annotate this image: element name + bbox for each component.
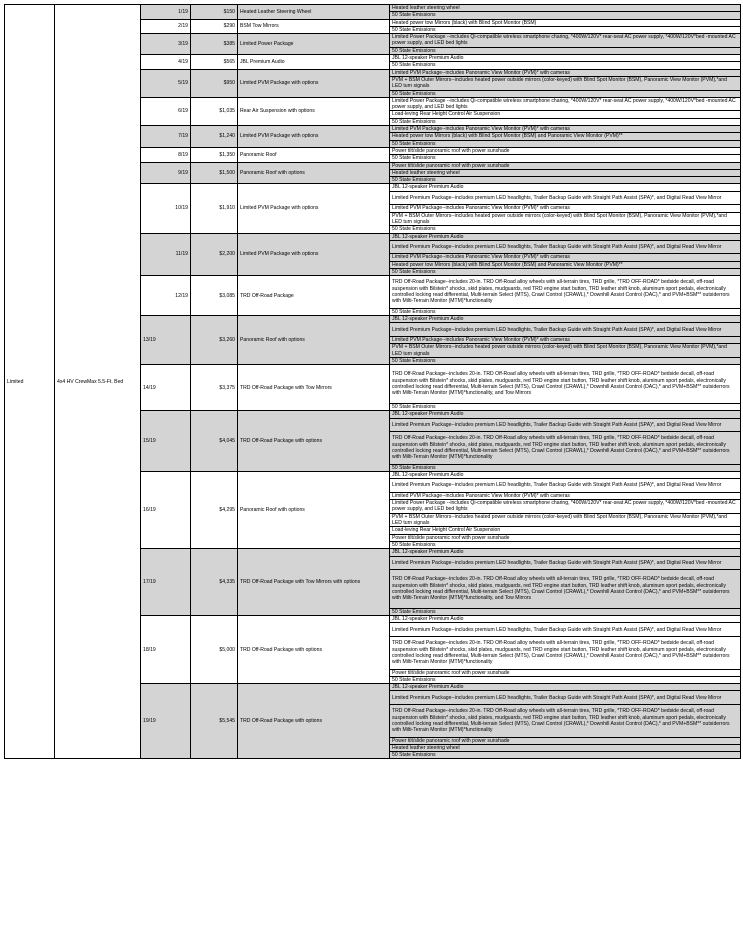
option-description: 50 State Emissions xyxy=(390,403,741,410)
grade-cell: Limited xyxy=(5,5,55,759)
option-name: TRD Off-Road Package with options xyxy=(238,684,390,759)
option-number: 18/19 xyxy=(141,616,191,684)
option-description: Limited Premium Package--includes premium LED headlights, Trailer Backup Guide with Straight Path Assist (SPA)*, and Digital Read View Mirror xyxy=(390,556,741,570)
option-name: TRD Off-Road Package xyxy=(238,276,390,316)
option-description: 50 State Emissions xyxy=(390,752,741,759)
option-description: Limited Premium Package--includes premium LED headlights, Trailer Backup Guide with Straight Path Assist (SPA)*, and Digital Read View Mirror xyxy=(390,623,741,637)
option-name: Limited Power Package xyxy=(238,34,390,55)
option-price: $950 xyxy=(191,69,238,97)
option-description: TRD Off-Road Package--includes 20-in. TRD Off-Road alloy wheels with all-terrain tires, TRD grille, *TRD OFF-ROAD* bedside decall, off-road suspension with Bilstein* shocks, skid plates, mudguards, red TRD engine start button, TRD leather shift knob, aluminum sport pedals, electronically controlled locking read differential, Multi-terrain Select (MTS), Crawl Control (CRAWL),* Downhill Assist Control (DAC),* and PVM+BSM** outsiderrors with Milti-Terrain Monitor (MTM)*functionality, and Tow Mirrors xyxy=(390,365,741,404)
option-description: JBL 12-speaker Premium Audio xyxy=(390,411,741,418)
option-description: Limited Premium Package--includes premium LED headlights, Trailer Backup Guide with Straight Path Assist (SPA)*, and Digital Read View Mirror xyxy=(390,191,741,205)
table-row xyxy=(5,5,741,12)
option-name: Limited PVM Package with options xyxy=(238,233,390,276)
option-description: Power tilt/slide panoramic roof with power sunshade xyxy=(390,162,741,169)
option-description: 50 State Emissions xyxy=(390,155,741,162)
option-description: Limited Premium Package--includes premium LED headlights, Trailer Backup Guide with Straight Path Assist (SPA)*, and Digital Read View Mirror xyxy=(390,240,741,254)
option-price: $2,200 xyxy=(191,233,238,276)
option-name: Panoramic Roof with options xyxy=(238,471,390,548)
option-number: 5/19 xyxy=(141,69,191,97)
option-number: 8/19 xyxy=(141,147,191,162)
option-name: TRD Off-Road Package with Tow Mirrors with options xyxy=(238,549,390,616)
option-description: TRD Off-Road Package--includes 20-in. TRD Off-Road alloy wheels with all-terrain tires, TRD grille, *TRD OFF-ROAD* bedside decall, off-road suspension with Bilstein* shocks, skid plates, mudguards, red TRD engine start button, TRD leather shift knob, aluminum sport pedals, electronically controlled locking read differential, Multi-terrain Select (MTS), Crawl Control (CRAWL),* Downhill Assist Control (DAC),* and PVM+BSM** outsiderrors with Milti-Terrain Monitor (MTM)*functionality xyxy=(390,637,741,670)
option-number: 17/19 xyxy=(141,549,191,616)
option-number: 16/19 xyxy=(141,471,191,548)
option-price: $3,375 xyxy=(191,365,238,411)
option-description: Limited Premium Package--includes premium LED headlights, Trailer Backup Guide with Straight Path Assist (SPA)*, and Digital Read View Mirror xyxy=(390,323,741,337)
option-description: TRD Off-Road Package--includes 20-in. TRD Off-Road alloy wheels with all-terrain tires, TRD grille, *TRD OFF-ROAD* bedside decall, off-road suspension with Bilstein* shocks, skid plates, mudguards, red TRD engine start button, TRD leather shift knob, aluminum sport pedals, electronically controlled locking read differential, Multi-terrain Select (MTS), Crawl Control (CRAWL),* Downhill Assist Control (DAC),* and PVM+BSM** outsiderrors with Milti-Terrain Monitor (MTM)*functionality xyxy=(390,705,741,738)
option-price: $3,085 xyxy=(191,276,238,316)
option-number: 15/19 xyxy=(141,411,191,472)
option-price: $1,350 xyxy=(191,147,238,162)
option-description: 50 State Emissions xyxy=(390,464,741,471)
option-description: Limited Premium Package--includes premium LED headlights, Trailer Backup Guide with Straight Path Assist (SPA)*, and Digital Read View Mirror xyxy=(390,691,741,705)
option-number: 12/19 xyxy=(141,276,191,316)
option-number: 11/19 xyxy=(141,233,191,276)
option-number: 9/19 xyxy=(141,162,191,184)
option-description: Power tilt/slide panoramic roof with power sunshade xyxy=(390,534,741,541)
option-description: Heated power tow Mirrors (black) with Blind Spot Monitor (BSM) and Panoramic View Monitor (PVM)** xyxy=(390,133,741,140)
option-description: Limited PVM Package--includes Panoramic View Monitor (PVM)* with cameras xyxy=(390,69,741,76)
option-description: Power tilt/slide panoramic roof with power sunshade xyxy=(390,737,741,744)
option-price: $1,035 xyxy=(191,97,238,125)
options-table xyxy=(4,4,741,759)
option-number: 6/19 xyxy=(141,97,191,125)
option-description: Heated power tow Mirrors (black) with Blind Spot Monitor (BSM) and Panoramic View Monitor (PVM)** xyxy=(390,261,741,268)
option-name: TRD Off-Road Package with Tow Mirrors xyxy=(238,365,390,411)
option-description: PVM + BSM Outer Mirrors--includes heated power outside mirrors (color-keyed) with Blind Spot Monitor (BSM), Panoramic View Monitor (PVM),*and LED turn signals xyxy=(390,212,741,226)
option-description: Load-leving Rear Height Control Air Suspension xyxy=(390,111,741,118)
option-description: 50 State Emissions xyxy=(390,608,741,615)
option-name: Limited PVM Package with options xyxy=(238,126,390,148)
option-name: TRD Off-Road Package with options xyxy=(238,616,390,684)
option-price: $290 xyxy=(191,19,238,34)
option-description: 50 State Emissions xyxy=(390,12,741,19)
option-description: PVM + BSM Outer Mirrors--includes heated power outside mirrors (color-keyed) with Blind Spot Monitor (BSM), Panoramic View Monitor (PVM),*and LED turn signals xyxy=(390,76,741,90)
option-name: Panoramic Roof xyxy=(238,147,390,162)
option-description: JBL 12-speaker Premium Audio xyxy=(390,684,741,691)
option-price: $1,240 xyxy=(191,126,238,148)
option-description: JBL 12-speaker Premium Audio xyxy=(390,55,741,62)
option-description: Limited Premium Package--includes premium LED headlights, Trailer Backup Guide with Straight Path Assist (SPA)*, and Digital Read View Mirror xyxy=(390,479,741,493)
option-description: JBL 12-speaker Premium Audio xyxy=(390,233,741,240)
option-description: Power tilt/slide panoramic roof with power sunshade xyxy=(390,147,741,154)
option-price: $1,910 xyxy=(191,184,238,233)
option-price: $565 xyxy=(191,55,238,70)
option-name: Limited PVM Package with options xyxy=(238,69,390,97)
option-description: Limited Power Package --includes Qi-compatible wireless smartphone charing, *400W/120V* rear-seat AC power supply, *400W/120V*bed -mounted AC power supply, and LED bed lights xyxy=(390,97,741,111)
option-description: Limited Premium Package--includes premium LED headlights, Trailer Backup Guide with Straight Path Assist (SPA)*, and Digital Read View Mirror xyxy=(390,418,741,432)
option-description: 50 State Emissions xyxy=(390,140,741,147)
model-cell: 4x4 HV CrewMax 5.5-Ft. Bed xyxy=(55,5,141,759)
option-description: 50 State Emissions xyxy=(390,90,741,97)
option-description: TRD Off-Road Package--includes 20-in. TRD Off-Road alloy wheels with all-terrain tires, TRD grille, *TRD OFF-ROAD* bedside decall, off-road suspension with Bilstein* shocks, skid plates, mudguards, red TRD engine start button, TRD leather shift knob, aluminum sport pedals, electronically controlled locking read differential, Multi-terrain Select (MTS), Crawl Control (CRAWL),* Downhill Assist Control (DAC),* and PVM+BSM** outsiderrors with Milti-Terrain Monitor (MTM)*functionality xyxy=(390,276,741,309)
option-price: $1,500 xyxy=(191,162,238,184)
option-number: 13/19 xyxy=(141,316,191,365)
option-description: Heated leather steering wheel xyxy=(390,5,741,12)
option-description: 50 State Emissions xyxy=(390,308,741,315)
option-description: 50 State Emissions xyxy=(390,118,741,125)
option-description: PVM + BSM Outer Mirrors--includes heated power outside mirrors (color-keyed) with Blind Spot Monitor (BSM), Panoramic View Monitor (PVM),*and LED turn signals xyxy=(390,344,741,358)
option-price: $150 xyxy=(191,5,238,20)
option-number: 1/19 xyxy=(141,5,191,20)
option-price: $4,045 xyxy=(191,411,238,472)
option-description: Limited PVM Package--includes Panoramic View Monitor (PVM)* with cameras xyxy=(390,254,741,261)
option-description: 50 State Emissions xyxy=(390,676,741,683)
options-table-body xyxy=(5,5,741,759)
option-name: JBL Premium Audio xyxy=(238,55,390,70)
option-description: 50 State Emissions xyxy=(390,26,741,33)
option-price: $4,335 xyxy=(191,549,238,616)
option-description: JBL 12-speaker Premium Audio xyxy=(390,184,741,191)
option-description: JBL 12-speaker Premium Audio xyxy=(390,471,741,478)
option-description: Limited PVM Package--includes Panoramic View Monitor (PVM)* with cameras xyxy=(390,205,741,212)
option-number: 14/19 xyxy=(141,365,191,411)
option-description: JBL 12-speaker Premium Audio xyxy=(390,549,741,556)
option-description: 50 State Emissions xyxy=(390,357,741,364)
option-description: TRD Off-Road Package--includes 20-in. TRD Off-Road alloy wheels with all-terrain tires, TRD grille, *TRD OFF-ROAD* bedside decall, off-road suspension with Bilstein* shocks, skid plates, mudguards, red TRD engine start button, TRD leather shift knob, aluminum sport pedals, electronically controlled locking read differential, Multi-terrain Select (MTS), Crawl Control (CRAWL),* Downhill Assist Control (DAC),* and PVM+BSM** outsiderrors with Milti-Terrain Monitor (MTM)*functionality, and Tow Mirrors xyxy=(390,570,741,609)
option-price: $4,295 xyxy=(191,471,238,548)
option-description: TRD Off-Road Package--includes 20-in. TRD Off-Road alloy wheels with all-terrain tires, TRD grille, *TRD OFF-ROAD* bedside decall, off-road suspension with Bilstein* shocks, skid plates, mudguards, red TRD engine start button, TRD leather shift knob, aluminum sport pedals, electronically controlled locking read differential, Multi-terrain Select (MTS), Crawl Control (CRAWL),* Downhill Assist Control (DAC),* and PVM+BSM** outsiderrors with Milti-Terrain Monitor (MTM)*functionality xyxy=(390,432,741,465)
option-description: Limited PVM Package--includes Panoramic View Monitor (PVM)* with cameras xyxy=(390,126,741,133)
option-name: Panoramic Roof with options xyxy=(238,316,390,365)
option-number: 19/19 xyxy=(141,684,191,759)
option-description: Heated leather steering wheel xyxy=(390,744,741,751)
option-description: Power tilt/slide panoramic roof with power sunshade xyxy=(390,669,741,676)
option-name: Panoramic Roof with options xyxy=(238,162,390,184)
option-name: Limited PVM Package with options xyxy=(238,184,390,233)
option-description: 50 State Emissions xyxy=(390,268,741,275)
option-description: Heated leather steering wheel xyxy=(390,169,741,176)
option-name: Heated Leather Steering Wheel xyxy=(238,5,390,20)
option-name: TRD Off-Road Package with options xyxy=(238,411,390,472)
option-name: BSM Tow Mirrors xyxy=(238,19,390,34)
option-price: $3,260 xyxy=(191,316,238,365)
option-description: Load-leving Rear Height Control Air Suspension xyxy=(390,527,741,534)
option-description: Limited PVM Package--includes Panoramic View Monitor (PVM)* with cameras xyxy=(390,336,741,343)
option-description: PVM + BSM Outer Mirrors--includes heated power outside mirrors (color-keyed) with Blind Spot Monitor (BSM), Panoramic View Monitor (PVM),*and LED turn signals xyxy=(390,513,741,527)
option-description: 50 State Emissions xyxy=(390,47,741,54)
option-description: Limited PVM Package--includes Panoramic View Monitor (PVM)* with cameras xyxy=(390,492,741,499)
option-description: 50 State Emissions xyxy=(390,226,741,233)
option-description: Limited Power Package --includes Qi-compatible wireless smartphone charing, *400W/120V* rear-seat AC power supply, *400W/120V*bed -mounted AC power supply, and LED bed lights xyxy=(390,500,741,514)
option-description: JBL 12-speaker Premium Audio xyxy=(390,316,741,323)
option-number: 3/19 xyxy=(141,34,191,55)
option-description: Limited Power Package --includes Qi-compatible wireless smartphone charing, *400W/120V* rear-seat AC power supply, *400W/120V*bed -mounted AC power supply, and LED bed lights xyxy=(390,34,741,48)
option-price: $5,000 xyxy=(191,616,238,684)
option-number: 4/19 xyxy=(141,55,191,70)
option-description: JBL 12-speaker Premium Audio xyxy=(390,616,741,623)
option-price: $385 xyxy=(191,34,238,55)
option-number: 2/19 xyxy=(141,19,191,34)
option-name: Rear Air Suspension with options xyxy=(238,97,390,125)
option-description: 50 State Emissions xyxy=(390,177,741,184)
option-description: Heated power tow Mirrors (black) with Blind Spot Monitor (BSM) xyxy=(390,19,741,26)
option-description: 50 State Emissions xyxy=(390,541,741,548)
option-number: 7/19 xyxy=(141,126,191,148)
option-description: 50 State Emissions xyxy=(390,62,741,69)
option-number: 10/19 xyxy=(141,184,191,233)
option-price: $5,545 xyxy=(191,684,238,759)
